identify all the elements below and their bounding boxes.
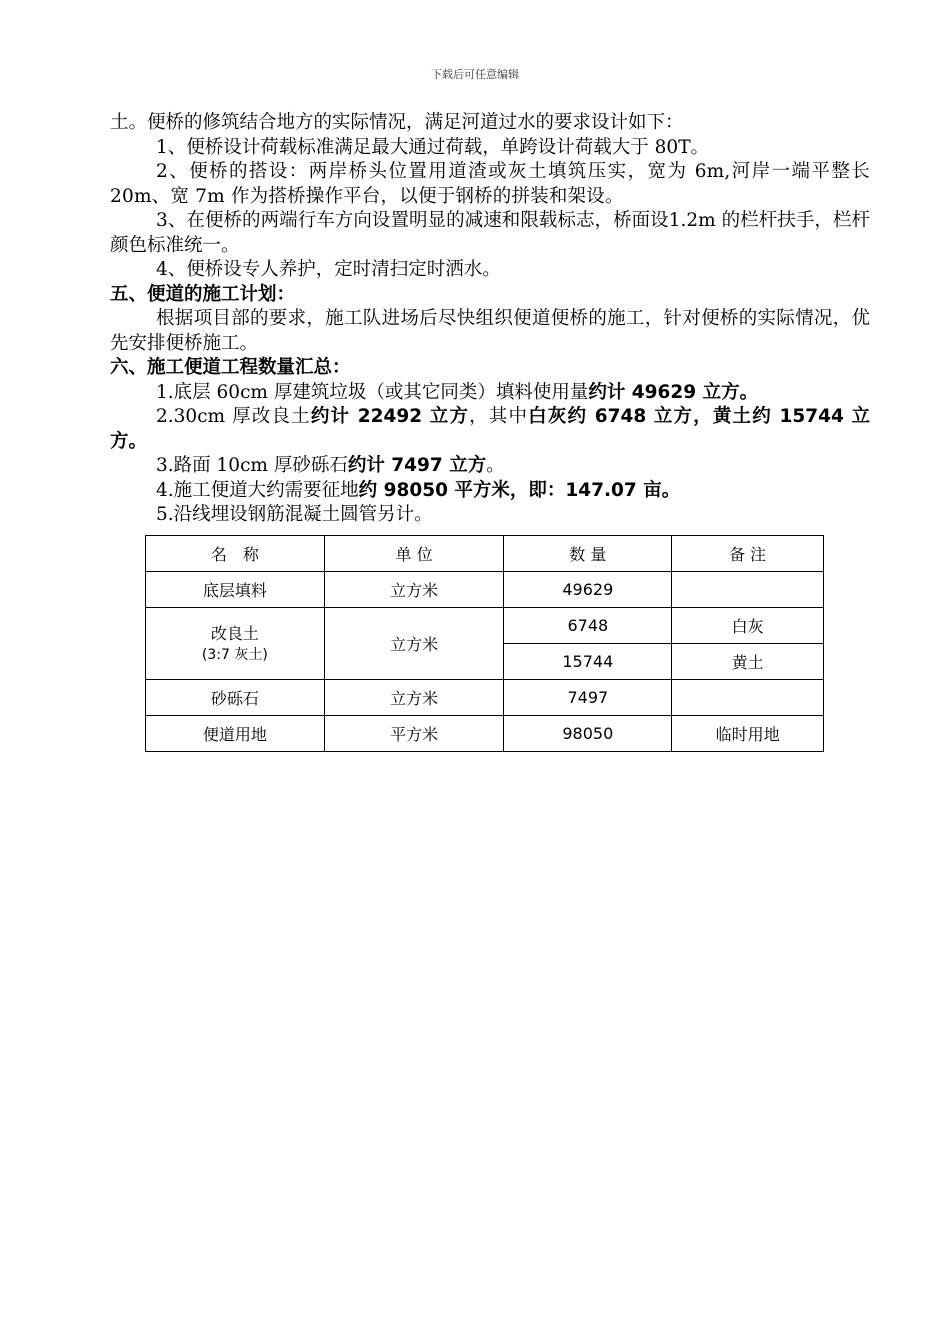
quantity-item-2-joiner: ，其中 xyxy=(469,406,529,427)
table-header-quantity: 数 量 xyxy=(504,536,672,572)
cell-name-sub: (3:7 灰土) xyxy=(201,646,268,663)
cell-name: 底层填料 xyxy=(146,572,325,608)
quantity-item-2-text: 2.30cm 厚改良土 xyxy=(156,406,311,427)
cell-unit: 立方米 xyxy=(324,680,504,716)
cell-remark xyxy=(672,680,824,716)
cell-quantity: 49629 xyxy=(504,572,672,608)
paragraph-continuation: 土。便桥的修筑结合地方的实际情况，满足河道过水的要求设计如下： xyxy=(110,112,684,133)
quantity-item-2 xyxy=(110,405,870,454)
cell-unit: 立方米 xyxy=(324,572,504,608)
table-row xyxy=(146,716,824,752)
bridge-item-4: 4、便桥设专人养护，定时清扫定时洒水。 xyxy=(156,259,501,280)
page-header-note: 下载后可任意编辑 xyxy=(431,68,519,81)
table-row xyxy=(146,680,824,716)
cell-quantity: 6748 xyxy=(504,608,672,644)
table-header-name: 名 称 xyxy=(146,536,325,572)
section-heading-6: 六、施工便道工程数量汇总： xyxy=(110,357,351,378)
quantity-item-1 xyxy=(110,381,870,406)
cell-quantity: 7497 xyxy=(504,680,672,716)
cell-unit: 平方米 xyxy=(324,716,504,752)
table-header-row xyxy=(146,536,824,572)
quantity-item-4 xyxy=(110,479,870,504)
section-5-text: 根据项目部的要求，施工队进场后尽快组织便道便桥的施工，针对便桥的实际情况，优先安排便桥施工。 xyxy=(110,308,870,354)
quantity-item-3-value: 约计 7497 立方 xyxy=(347,455,487,476)
cell-name-merged xyxy=(146,608,325,680)
quantity-item-2-detail: 白灰约 6748 立方，黄土约 15744 立方。 xyxy=(110,406,870,452)
cell-unit-merged: 立方米 xyxy=(324,608,504,680)
table-header-unit: 单 位 xyxy=(324,536,504,572)
cell-quantity: 15744 xyxy=(504,644,672,680)
cell-remark: 白灰 xyxy=(672,608,824,644)
quantity-item-3-end: 。 xyxy=(486,455,505,476)
cell-remark: 临时用地 xyxy=(672,716,824,752)
cell-remark xyxy=(672,572,824,608)
bridge-item-1: 1、便桥设计荷载标准满足最大通过荷载，单跨设计荷载大于 80T。 xyxy=(156,136,710,158)
cell-name-main: 改良土 xyxy=(210,623,259,643)
bridge-item-2-text: 2、便桥的搭设：两岸桥头位置用道渣或灰土填筑压实，宽为 6m,河岸一端平整长 20m、宽 7m 作为搭桥操作平台，以便于钢桥的拼装和架设。 xyxy=(110,161,870,207)
cell-name: 便道用地 xyxy=(146,716,325,752)
table-row xyxy=(146,572,824,608)
cell-remark: 黄土 xyxy=(672,644,824,680)
cell-name: 砂砾石 xyxy=(146,680,325,716)
quantity-item-2-value: 约计 22492 立方 xyxy=(310,406,470,427)
quantity-item-1-value: 约计 49629 立方。 xyxy=(588,381,759,403)
quantity-item-3-text: 3.路面 10cm 厚砂砾石 xyxy=(156,455,348,476)
table-header-remark: 备 注 xyxy=(672,536,824,572)
bridge-item-3-text: 3、在便桥的两端行车方向设置明显的减速和限载标志，桥面设1.2m 的栏杆扶手，栏杆颜色标准统一。 xyxy=(110,210,870,256)
quantity-summary-table xyxy=(145,535,824,752)
table-row xyxy=(146,608,824,644)
document-body xyxy=(110,111,870,528)
quantity-item-5: 5.沿线埋设钢筋混凝土圆管另计。 xyxy=(156,504,433,525)
section-heading-5: 五、便道的施工计划： xyxy=(110,283,296,305)
quantity-item-1-text: 1.底层 60cm 厚建筑垃圾（或其它同类）填料使用量 xyxy=(156,381,589,403)
cell-quantity: 98050 xyxy=(504,716,672,752)
quantity-item-4-text: 4.施工便道大约需要征地 xyxy=(156,479,359,501)
quantity-item-3 xyxy=(110,454,870,479)
bridge-item-3 xyxy=(110,209,870,258)
quantity-item-4-value: 约 98050 平方米，即：147.07 亩。 xyxy=(358,479,681,501)
section-5-paragraph xyxy=(110,307,870,356)
bridge-item-2 xyxy=(110,160,870,209)
